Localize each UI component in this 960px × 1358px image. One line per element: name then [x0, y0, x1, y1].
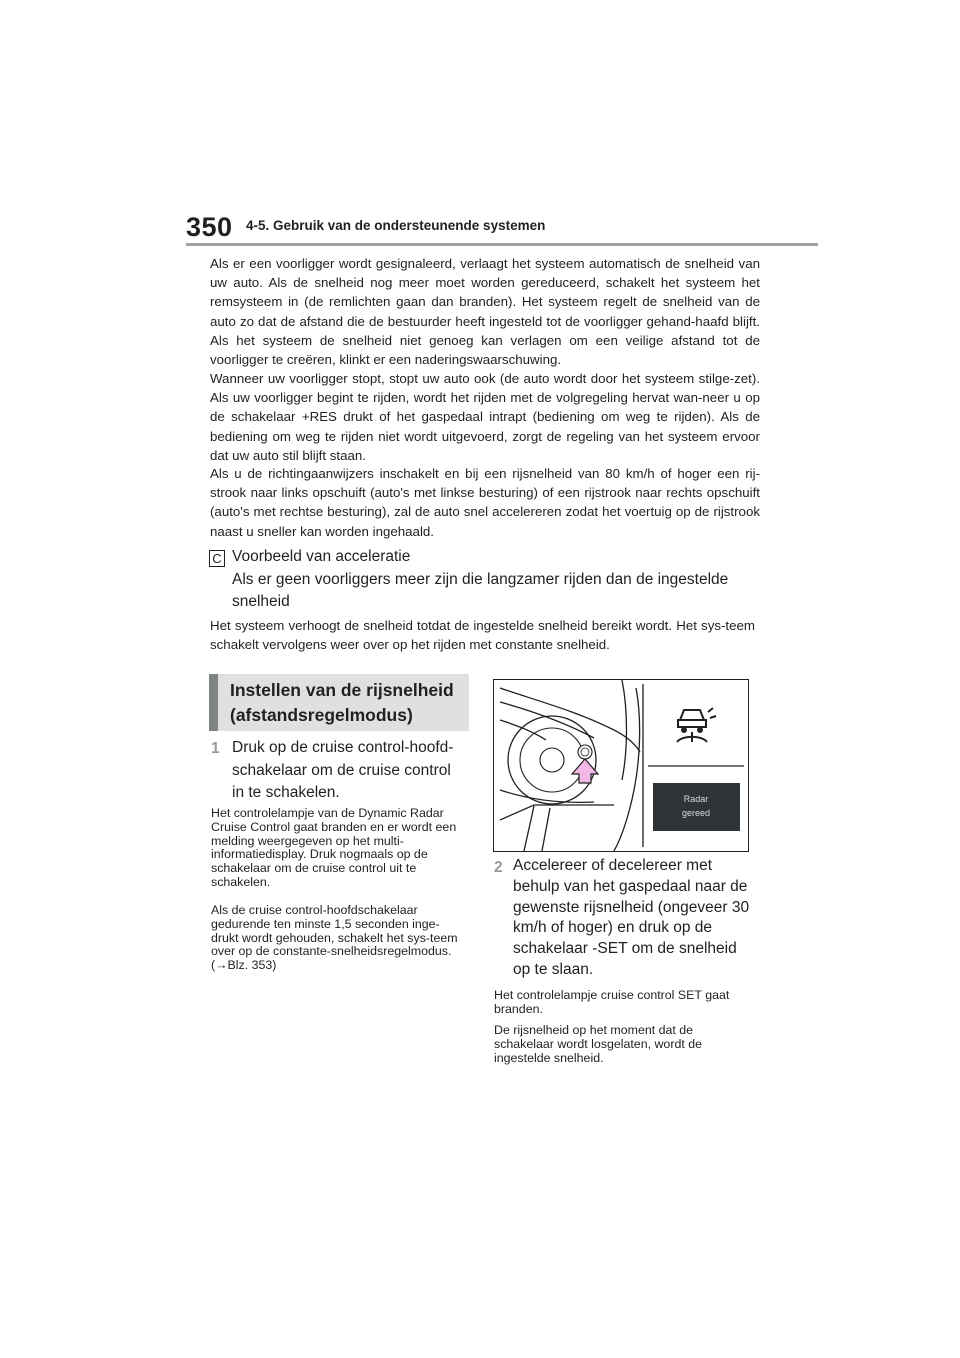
section-title: Instellen van de rijsnelheid (afstandsregelmodus): [230, 680, 454, 725]
example-label: C: [209, 550, 225, 567]
step-2-note-1: Het controlelampje cruise control SET gaat branden.: [494, 988, 730, 1016]
example-note: Het systeem verhoogt de snelheid totdat de ingestelde snelheid bereikt wordt. Het sys-teem schakelt vervolgens weer over op het rijden met constante snelheid.: [210, 618, 755, 653]
highlight-arrow: [572, 759, 598, 783]
step-1-number: 1: [211, 740, 220, 757]
step-1-text: Druk op de cruise control-hoofd-schakelaar om de cruise control in te schakelen.: [232, 739, 454, 801]
step-2-number: 2: [494, 859, 503, 876]
paragraph-following-detection: Als er een voorligger wordt gesignaleerd, verlaagt het systeem automatisch de snelheid van uw auto. Als de snelheid nog meer moet worden gereduceerd, schakelt het systeem het remsysteem in (de remlichten gaan dan branden). Het systeem regelt de snelheid van de auto zo dat de afstand die de bestuurder heeft ingesteld tot de voorligger gehand-haafd blijft. Als het systeem de snelheid niet genoeg kan verlagen om een veilige afstand tot de voorligger te creëren, klinkt er een naderingswaarschuwing.: [210, 256, 760, 368]
page-number: 350: [186, 212, 233, 242]
paragraph-stop-and-go: Wanneer uw voorligger stopt, stopt uw auto ook (de auto wordt door het systeem stilge-zet). Als uw voorligger begint te rijden, wordt het rijden met de volgregeling hervat wan-neer u op de schakelaar +RES drukt of het gaspedaal intrapt (bediening om weg te rijden). Als de bediening om weg te rijden niet wordt uitgevoerd, zorgt de regeling van het systeem ervoor dat uw auto stil blijft staan.: [210, 371, 760, 463]
steering-wheel-figure: [493, 679, 749, 852]
steering-wheel-illustration: [494, 680, 748, 851]
example-text: Als er geen voorliggers meer zijn die langzamer rijden dan de ingestelde snelheid: [232, 571, 729, 610]
example-title: Voorbeeld van acceleratie: [232, 548, 411, 565]
radar-display-line-2: gereed: [681, 808, 711, 818]
radar-display: [653, 783, 740, 831]
step-2-text: Accelereer of decelereer met behulp van het gaspedaal naar de gewenste rijsnelheid (ongeveer 30 km/h of hoger) en druk op de schakelaar -SET om de snelheid op te slaan.: [513, 857, 750, 978]
header-rule: [186, 243, 818, 246]
section-header: 4-5. Gebruik van de ondersteunende systemen: [246, 218, 546, 233]
section-title-box: [209, 674, 469, 731]
step-2-note-2: De rijsnelheid op het moment dat de schakelaar wordt losgelaten, wordt de ingestelde snelheid.: [494, 1023, 703, 1065]
step-1-note-1: Het controlelampje van de Dynamic Radar Cruise Control gaat branden en er wordt een melding weergegeven op het multi-informatiedisplay. Druk nogmaals op de schakelaar om de cruise control uit te schakelen.: [211, 806, 457, 889]
paragraph-overtaking: Als u de richtingaanwijzers inschakelt en bij een rijsnelheid van 80 km/h of hoger een rij-strook naar links opschuift (auto's met linkse besturing) of een rijstrook naar rechts opschuift (auto's met rechtse besturing), zal de auto snel accelereren zodat het voertuig op de rijstrook naast u sneller kan worden ingehaald.: [210, 466, 760, 539]
radar-cruise-control-icon: [677, 708, 716, 742]
step-1-note-2: Als de cruise control-hoofdschakelaar gedurende ten minste 1,5 seconden inge-drukt wordt gehouden, schakelt het sys-teem over op de constante-snelheidsregelmodus. (→Blz. 353): [211, 903, 458, 973]
radar-display-line-1: Radar: [683, 794, 709, 804]
